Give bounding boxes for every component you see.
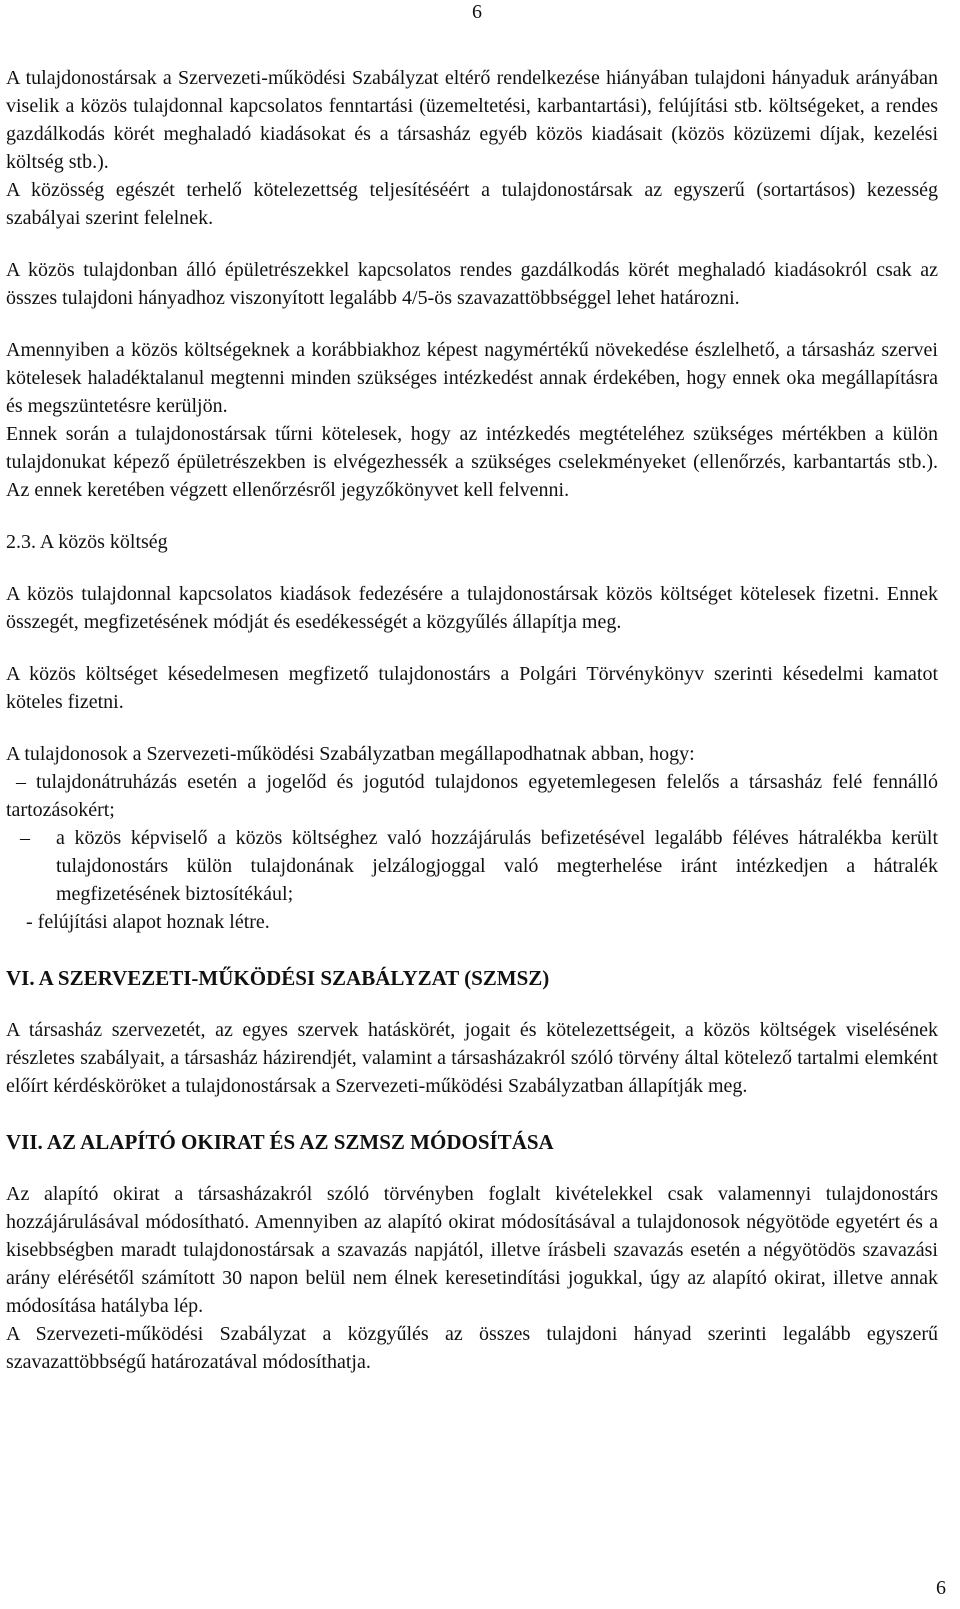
paragraph-deed-amendment: Az alapító okirat a társasházakról szóló törvényben foglalt kivételekkel csak valamennyi tulajdonostárs hozzájárulásával módosítható. Amennyiben az alapító okirat módosításával a tulajdonosok négyötöde egyetért és a kisebbségben maradt tulajdonostársak a szavazás napjától, illetve írásbeli szavazás esetén a négyötödös szavazási arány elérésétől számított 30 napon belül nem élnek keresetindítási jogukkal, úgy az alapító okirat, illetve annak módosítása hatályba lép.: [6, 1183, 938, 1317]
section-heading-2-3: 2.3. A közös költség: [6, 531, 168, 553]
list-item-text: tulajdonátruházás esetén a jogelőd és jogutód tulajdonos egyetemlegesen felelős a társasház felé fennálló tartozásokért;: [6, 771, 938, 821]
paragraph-late-payment: A közös költséget késedelmesen megfizető tulajdonostárs a Polgári Törvénykönyv szerinti késedelmi kamatot köteles fizetni.: [6, 663, 938, 713]
page-content: [6, 64, 938, 1376]
list-item: - felújítási alapot hoznak létre.: [26, 911, 270, 933]
list-dash: –: [20, 827, 30, 849]
heading-chapter-vii: VII. AZ ALAPÍTÓ OKIRAT ÉS AZ SZMSZ MÓDOSÍTÁSA: [6, 1130, 554, 1154]
paragraph-inspection: Ennek során a tulajdonostársak tűrni kötelesek, hogy az intézkedés megtételéhez szükséges mértékben a külön tulajdonukat képező épületrészekben is elvégezhessék a szükséges cselekményeket (ellenőrzés, karbantartás stb.). Az ennek keretében végzett ellenőrzésről jegyzőkönyvet kell felvenni.: [6, 423, 938, 501]
paragraph-szmsz: A társasház szervezetét, az egyes szervek hatáskörét, jogait és kötelezettségeit, a közös költségek viselésének részletes szabályait, a társasház házirendjét, valamint a társasházakról szóló törvény által kötelező tartalmi elemként előírt kérdésköröket a tulajdonostársak a Szervezeti-működési Szabályzatban állapítják meg.: [6, 1019, 938, 1097]
page-number-bottom: 6: [936, 1577, 946, 1599]
heading-chapter-vi: VI. A SZERVEZETI-MŰKÖDÉSI SZABÁLYZAT (SZMSZ): [6, 966, 550, 990]
paragraph-common-cost: A közös tulajdonnal kapcsolatos kiadások fedezésére a tulajdonostársak közös költséget kötelesek fizetni. Ennek összegét, megfizetésének módját és esedékességét a közgyűlés állapítja meg.: [6, 583, 938, 633]
paragraph-extraordinary-expenses: A közös tulajdonban álló épületrészekkel kapcsolatos rendes gazdálkodás körét meghaladó kiadásokról csak az összes tulajdoni hányadhoz viszonyított legalább 4/5-ös szavazattöbbséggel lehet határozni.: [6, 259, 938, 309]
paragraph-cost-increase: Amennyiben a közös költségeknek a korábbiakhoz képest nagymértékű növekedése észlelhető, a társasház szervei kötelesek haladéktalanul megtenni minden szükséges intézkedést annak érdekében, hogy ennek oka megállapításra és megszüntetésre kerüljön.: [6, 339, 938, 417]
paragraph-cost-sharing: A tulajdonostársak a Szervezeti-működési Szabályzat eltérő rendelkezése hiányában tulajdoni hányaduk arányában viselik a közös tulajdonnal kapcsolatos fenntartási (üzemeltetési, karbantartási), felújítási stb. költségeket, a rendes gazdálkodás körét meghaladó kiadásokat és a társasház egyéb közös kiadásait (közös közüzemi díjak, kezelési költség stb.).: [6, 67, 938, 173]
paragraph-guarantee: A közösség egészét terhelő kötelezettség teljesítéséért a tulajdonostársak az egyszerű (sortartásos) kezesség szabályai szerint felelnek.: [6, 179, 938, 229]
list-item-text: a közös képviselő a közös költséghez való hozzájárulás befizetésével legalább féléves hátralékba került tulajdonostárs külön tulajdonának jelzálogjoggal való megterhelése iránt intézkedjen a hátralék megfizetésének biztosítékául;: [56, 827, 938, 905]
list-item: [6, 824, 938, 908]
list-dash: –: [16, 771, 26, 793]
list-item: [6, 768, 938, 824]
page-number-top: 6: [472, 1, 482, 23]
paragraph-agreement-intro: A tulajdonosok a Szervezeti-működési Szabályzatban megállapodhatnak abban, hogy:: [6, 743, 695, 765]
paragraph-szmsz-amendment: A Szervezeti-működési Szabályzat a közgyűlés az összes tulajdoni hányad szerinti legalább egyszerű szavazattöbbségű határozatával módosíthatja.: [6, 1323, 938, 1373]
